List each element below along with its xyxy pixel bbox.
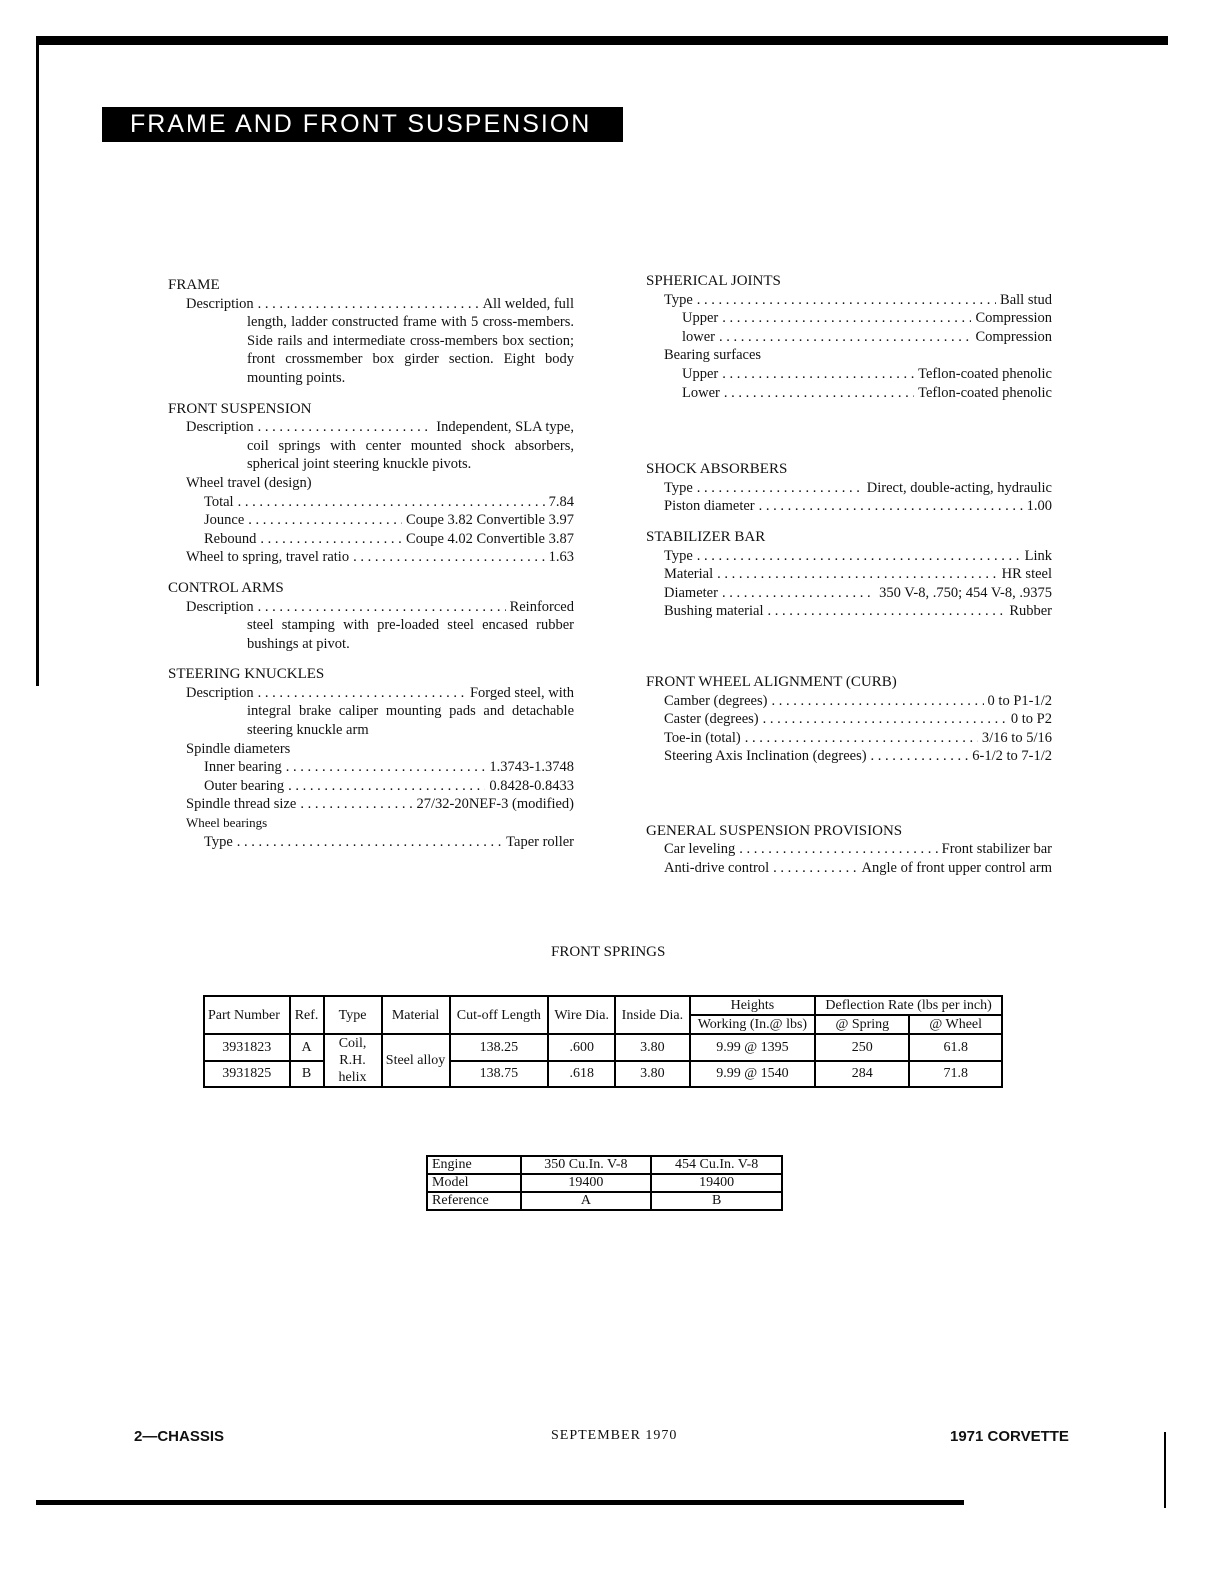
steering-knuckles-section (168, 665, 574, 851)
rate-wheel-cell: 71.8 (909, 1061, 1002, 1088)
general-provisions-heading: GENERAL SUSPENSION PROVISIONS (646, 822, 903, 839)
ref-cell: A (290, 1034, 324, 1061)
spindle-thread-value: 27/32-20NEF-3 (modified) (416, 796, 574, 813)
leader-dots (258, 418, 433, 437)
diameter-value: 350 V-8, .750; 454 V-8, .9375 (879, 584, 1052, 601)
piston-diameter-row (646, 497, 1052, 516)
leader-dots (763, 710, 1007, 729)
travel-ratio-value: 1.63 (548, 549, 574, 566)
front-springs-title: FRONT SPRINGS (551, 944, 666, 960)
leader-dots (724, 384, 914, 403)
header-type: Type (324, 996, 382, 1034)
rebound-label: Rebound (204, 530, 257, 547)
left-rule (36, 36, 39, 686)
leader-dots (719, 328, 971, 347)
leader-dots (871, 747, 969, 766)
control-arms-description-row (168, 598, 574, 617)
frame-description-value: All welded, full (482, 295, 574, 312)
leader-dots (260, 530, 402, 549)
toe-in-label: Toe-in (total) (664, 729, 741, 746)
camber-row (646, 692, 1052, 711)
wire-dia-cell: .600 (548, 1034, 615, 1061)
table-row (427, 1156, 782, 1174)
description-value: Independent, SLA type, (436, 419, 574, 436)
stabilizer-bar-heading: STABILIZER BAR (646, 528, 766, 545)
leader-dots (286, 758, 486, 777)
anti-drive-label: Anti-drive control (664, 860, 770, 877)
leader-dots (759, 497, 1023, 516)
toe-in-value: 3/16 to 5/16 (981, 729, 1052, 746)
upper-label: Upper (682, 310, 719, 327)
control-arms-description-text: steel stamping with pre-loaded steel encased rubber bushings at pivot. (247, 617, 574, 652)
lower-value: Teflon-coated phenolic (918, 384, 1052, 401)
upper-value: Compression (975, 310, 1052, 327)
stabilizer-bar-section (646, 528, 1052, 621)
wheel-bearing-type-row (168, 833, 574, 852)
working-height-cell: 9.99 @ 1395 (690, 1034, 816, 1061)
leader-dots (353, 548, 545, 567)
engine-b-cell: 454 Cu.In. V-8 (651, 1156, 782, 1174)
camber-label: Camber (degrees) (664, 692, 768, 709)
model-a-cell: 19400 (521, 1174, 652, 1192)
footer-section-label: 2—CHASSIS (134, 1428, 225, 1445)
steering-axis-label: Steering Axis Inclination (degrees) (664, 748, 867, 765)
spherical-type-row (646, 291, 1052, 310)
type-label: Type (204, 833, 233, 850)
table-row (427, 1174, 782, 1192)
inner-bearing-value: 1.3743-1.3748 (489, 759, 574, 776)
type-cell: Coil, R.H. helix (324, 1034, 382, 1087)
left-column (168, 276, 574, 851)
type-value: Link (1024, 547, 1052, 564)
header-heights: Heights (690, 996, 816, 1015)
inside-dia-cell: 3.80 (615, 1061, 689, 1088)
shock-absorbers-section (646, 460, 1052, 516)
reference-a-cell: A (521, 1192, 652, 1210)
table-row (427, 1192, 782, 1210)
cutoff-cell: 138.75 (450, 1061, 549, 1088)
rebound-row (168, 530, 574, 549)
leader-dots (773, 859, 857, 878)
stabilizer-material-row (646, 565, 1052, 584)
travel-ratio-row (168, 548, 574, 567)
rate-spring-cell: 284 (815, 1061, 909, 1088)
spherical-lower-row (646, 328, 1052, 347)
wire-dia-cell: .618 (548, 1061, 615, 1088)
upper-value: Teflon-coated phenolic (918, 365, 1052, 382)
description-label: Description (186, 419, 254, 436)
outer-bearing-label: Outer bearing (204, 777, 285, 794)
bottom-rule (36, 1500, 964, 1505)
header-wire-dia: Wire Dia. (548, 996, 615, 1034)
material-label: Material (664, 566, 714, 583)
front-suspension-heading: FRONT SUSPENSION (168, 400, 312, 417)
footer-model: 1971 CORVETTE (950, 1428, 1069, 1445)
camber-value: 0 to P1-1/2 (987, 692, 1052, 709)
piston-diameter-label: Piston diameter (664, 498, 755, 515)
header-inside-dia: Inside Dia. (615, 996, 689, 1034)
leader-dots (722, 309, 971, 328)
car-leveling-label: Car leveling (664, 841, 736, 858)
outer-bearing-row (168, 777, 574, 796)
engine-label: Engine (427, 1156, 521, 1174)
section-banner: FRAME AND FRONT SUSPENSION (102, 107, 623, 142)
leader-dots (697, 547, 1021, 566)
spindle-thread-label: Spindle thread size (186, 796, 297, 813)
bearing-surfaces-label: Bearing surfaces (664, 347, 762, 364)
engine-reference-table (426, 1155, 783, 1211)
material-value: HR steel (1001, 566, 1052, 583)
leader-dots (722, 584, 875, 603)
front-suspension-section (168, 400, 574, 567)
spindle-diameters-label: Spindle diameters (186, 740, 291, 757)
shock-type-row (646, 479, 1052, 498)
front-suspension-description-text: coil springs with center mounted shock absorbers, spherical joint steering knuckle pivots. (247, 437, 574, 473)
toe-in-row (646, 729, 1052, 748)
inside-dia-cell: 3.80 (615, 1034, 689, 1061)
header-at-wheel: @ Wheel (909, 1015, 1002, 1034)
description-value: Forged steel, with (469, 684, 574, 701)
header-deflection-rate: Deflection Rate (lbs per inch) (815, 996, 1002, 1015)
steering-axis-value: 6-1/2 to 7-1/2 (972, 748, 1052, 765)
caster-row (646, 710, 1052, 729)
footer-date: SEPTEMBER 1970 (551, 1428, 678, 1443)
piston-diameter-value: 1.00 (1026, 498, 1052, 515)
control-arms-section (168, 579, 574, 653)
jounce-value: Coupe 3.82 Convertible 3.97 (406, 512, 574, 529)
leader-dots (697, 291, 996, 310)
ref-cell: B (290, 1061, 324, 1088)
total-value: 7.84 (548, 493, 574, 510)
right-column (646, 272, 1052, 878)
header-cutoff-length: Cut-off Length (450, 996, 549, 1034)
header-working: Working (In.@ lbs) (690, 1015, 816, 1034)
leader-dots (722, 365, 914, 384)
rebound-value: Coupe 4.02 Convertible 3.87 (406, 530, 574, 547)
leader-dots (745, 729, 978, 748)
total-label: Total (204, 493, 234, 510)
wheel-bearings-label: Wheel bearings (186, 815, 268, 831)
model-label: Model (427, 1174, 521, 1192)
type-value: Ball stud (1000, 291, 1052, 308)
leader-dots (248, 511, 402, 530)
alignment-section (646, 673, 1052, 766)
leader-dots (258, 598, 506, 617)
inner-bearing-label: Inner bearing (204, 759, 282, 776)
description-label: Description (186, 598, 254, 615)
bushing-material-label: Bushing material (664, 603, 764, 620)
leader-dots (697, 479, 863, 498)
steering-knuckles-description-row (168, 684, 574, 703)
travel-ratio-label: Wheel to spring, travel ratio (186, 549, 350, 566)
top-rule (36, 36, 1168, 45)
header-material: Material (382, 996, 450, 1034)
engine-a-cell: 350 Cu.In. V-8 (521, 1156, 652, 1174)
anti-drive-value: Angle of front upper control arm (861, 860, 1052, 877)
header-at-spring: @ Spring (815, 1015, 909, 1034)
description-label: Description (186, 684, 254, 701)
steering-axis-row (646, 747, 1052, 766)
model-b-cell: 19400 (651, 1174, 782, 1192)
leader-dots (300, 795, 412, 814)
leader-dots (237, 833, 502, 852)
type-value: Taper roller (506, 833, 574, 850)
stabilizer-type-row (646, 547, 1052, 566)
wheel-travel-total-row (168, 493, 574, 512)
shock-absorbers-heading: SHOCK ABSORBERS (646, 461, 788, 478)
reference-b-cell: B (651, 1192, 782, 1210)
alignment-heading: FRONT WHEEL ALIGNMENT (CURB) (646, 673, 897, 690)
leader-dots (739, 840, 937, 859)
part-number-cell: 3931825 (204, 1061, 290, 1088)
lower-label: Lower (682, 384, 720, 401)
table-row (204, 1034, 1002, 1061)
leader-dots (767, 602, 1005, 621)
front-suspension-description-row (168, 418, 574, 437)
bearing-upper-row (646, 365, 1052, 384)
jounce-row (168, 511, 574, 530)
right-margin-rule (1164, 1432, 1166, 1508)
rate-wheel-cell: 61.8 (909, 1034, 1002, 1061)
type-value: Direct, double-acting, hydraulic (866, 479, 1052, 496)
leader-dots (771, 692, 983, 711)
inner-bearing-row (168, 758, 574, 777)
frame-heading: FRAME (168, 277, 220, 293)
control-arms-heading: CONTROL ARMS (168, 579, 284, 596)
leader-dots (238, 493, 545, 512)
type-label: Type (664, 479, 693, 496)
diameter-label: Diameter (664, 584, 718, 601)
caster-label: Caster (degrees) (664, 711, 759, 728)
car-leveling-value: Front stabilizer bar (941, 841, 1052, 858)
material-cell: Steel alloy (382, 1034, 450, 1087)
frame-description-label: Description (186, 295, 254, 312)
leader-dots (717, 565, 998, 584)
upper-label: Upper (682, 365, 719, 382)
type-label: Type (664, 547, 693, 564)
working-height-cell: 9.99 @ 1540 (690, 1061, 816, 1088)
reference-label: Reference (427, 1192, 521, 1210)
header-part-number: Part Number (204, 996, 290, 1034)
bushing-material-row (646, 602, 1052, 621)
description-value: Reinforced (509, 598, 574, 615)
bushing-material-value: Rubber (1009, 603, 1052, 620)
jounce-label: Jounce (204, 512, 245, 529)
lower-label: lower (682, 328, 716, 345)
frame-section (168, 276, 574, 388)
general-provisions-section (646, 822, 1052, 878)
lower-value: Compression (975, 328, 1052, 345)
leader-dots (288, 777, 485, 796)
caster-value: 0 to P2 (1010, 711, 1052, 728)
front-springs-table (203, 995, 1003, 1088)
leader-dots (258, 295, 479, 314)
spherical-joints-heading: SPHERICAL JOINTS (646, 273, 781, 289)
rate-spring-cell: 250 (815, 1034, 909, 1061)
steering-knuckles-heading: STEERING KNUCKLES (168, 666, 325, 683)
car-leveling-row (646, 840, 1052, 859)
cutoff-cell: 138.25 (450, 1034, 549, 1061)
header-ref: Ref. (290, 996, 324, 1034)
frame-description-row (168, 295, 574, 314)
leader-dots (258, 684, 466, 703)
steering-knuckles-description-text: integral brake caliper mounting pads and detachable steering knuckle arm (247, 703, 574, 739)
spherical-upper-row (646, 309, 1052, 328)
anti-drive-row (646, 859, 1052, 878)
frame-description-text: length, ladder constructed frame with 5 cross-members. Side rails and intermediate cross-members box section; front crossmember box girder section. Eight body mounting points. (247, 314, 574, 386)
bearing-lower-row (646, 384, 1052, 403)
stabilizer-diameter-row (646, 584, 1052, 603)
wheel-travel-label: Wheel travel (design) (186, 474, 312, 491)
outer-bearing-value: 0.8428-0.8433 (489, 777, 574, 794)
type-label: Type (664, 291, 693, 308)
part-number-cell: 3931823 (204, 1034, 290, 1061)
spherical-joints-section (646, 272, 1052, 402)
spindle-thread-row (168, 795, 574, 814)
